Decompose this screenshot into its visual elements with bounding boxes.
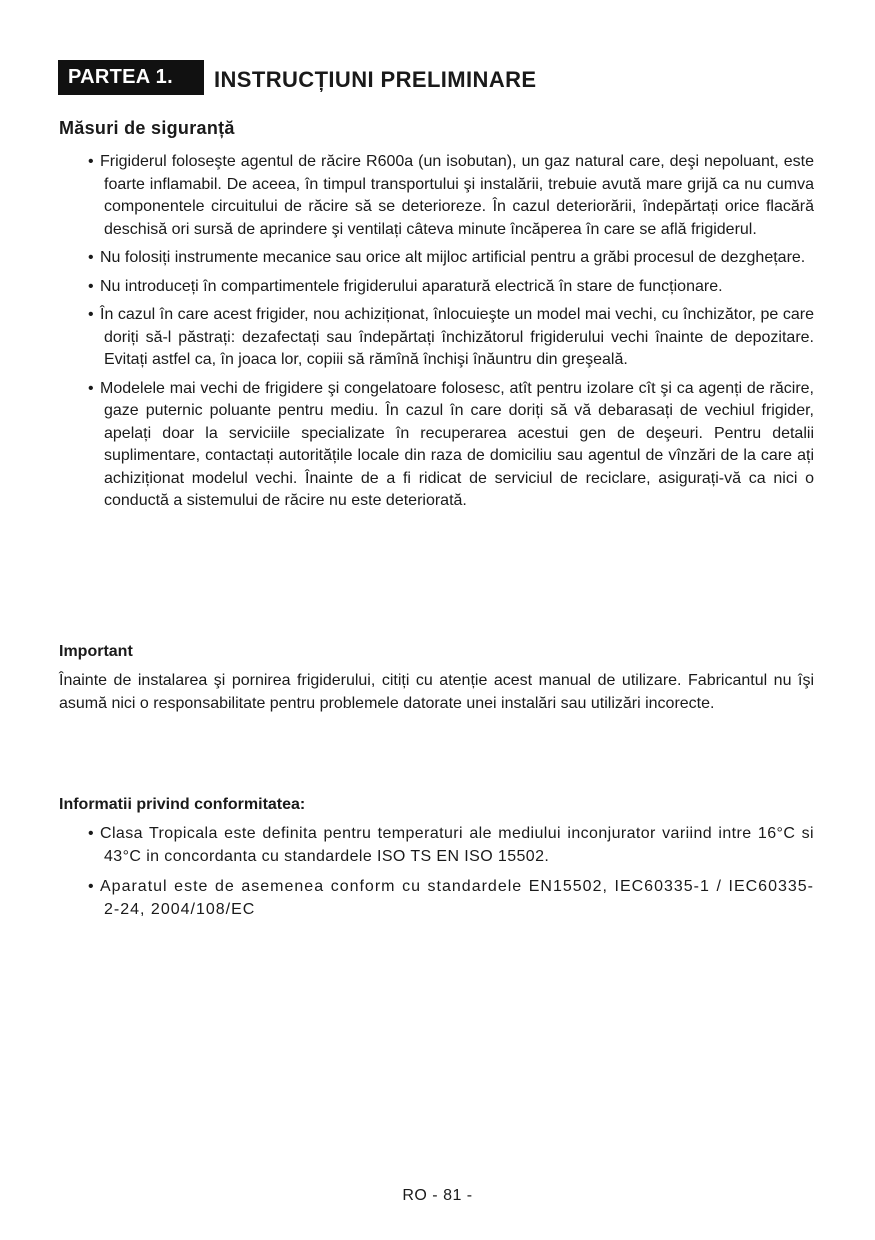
- safety-bullet: [88, 247, 814, 270]
- bullet-dot: •: [88, 153, 94, 170]
- safety-bullet-text: În cazul în care acest frigider, nou achiziționat, înlocuieşte un model mai vechi, cu închizător, pe care doriți să-l păstrați: dezafectați sau îndepărtați închizătorul frigiderului vechi înainte de depozitare. Evitați astfel ca, în joaca lor, copiii să rămînă închişi înăuntru din greşeală.: [100, 306, 814, 368]
- part-badge: PARTEA 1.: [58, 60, 204, 95]
- safety-bullet-text: Modelele mai vechi de frigidere şi congelatoare folosesc, atît pentru izolare cît şi ca agenți de răcire, gaze puternic poluante pentru mediu. În cazul în care doriți să vă debarasați de vechiul frigider, apelați doar la serviciile specializate în recuperarea acestui gen de deşeuri. Pentru detalii suplimentare, contactați autoritățile locale din raza de domiciliu sau agentul de vînzări de la care ați achiziționat modelul vechi. Înainte de a fi ridicat de serviciul de reciclare, asigurați-vă ca nici o conductă a sistemului de răcire nu este deteriorată.: [100, 379, 814, 509]
- safety-bullet: [88, 276, 814, 299]
- safety-bullet: [88, 151, 814, 241]
- safety-section-title: Măsuri de siguranță: [59, 118, 235, 138]
- part-title: INSTRUCȚIUNI PRELIMINARE: [214, 66, 537, 92]
- bullet-dot: •: [88, 878, 95, 895]
- bullet-dot: •: [88, 249, 94, 266]
- page-number: RO - 81 -: [402, 1187, 473, 1204]
- important-title: Important: [59, 643, 133, 660]
- bullet-dot: •: [88, 825, 95, 842]
- bullet-dot: •: [88, 306, 94, 323]
- conformity-bullet: [88, 823, 814, 868]
- safety-bullet-text: Nu introduceți în compartimentele frigiderului aparatură electrică în stare de funcționare.: [100, 277, 723, 295]
- part-header: [58, 60, 537, 95]
- conformity-bullet-text: Clasa Tropicala este definita pentru temperaturi ale mediului inconjurator variind intre 16°C si 43°C in concordanta cu standardele ISO TS EN ISO 15502.: [100, 825, 814, 865]
- important-body: Înainte de instalarea şi pornirea frigiderului, citiți cu atenție acest manual de utilizare. Fabricantul nu îşi asumă nici o responsabilitate pentru problemele datorate unei instalări sau utilizări incorecte.: [59, 672, 814, 712]
- safety-bullet-list: [88, 151, 814, 519]
- bullet-dot: •: [88, 379, 94, 397]
- conformity-title: Informatii privind conformitatea:: [59, 796, 306, 813]
- conformity-bullet-text: Aparatul este de asemenea conform cu standardele EN15502, IEC60335-1 / IEC60335-2-24, 2004/108/EC: [100, 878, 814, 918]
- bullet-dot: •: [88, 277, 94, 295]
- safety-bullet: [88, 304, 814, 372]
- safety-bullet-text: Frigiderul foloseşte agentul de răcire R600a (un isobutan), un gaz natural care, deşi nepoluant, este foarte inflamabil. De aceea, în timpul transportului şi instalării, trebuie avută mare grijă ca nu cumva componentele circuitului de răcire să se deterioreze. În cazul deteriorării, îndepărtați orice flacără deschisă ori sursă de aprindere şi ventilați câteva minute încăperea în care se află frigiderul.: [100, 153, 814, 238]
- conformity-bullet: [88, 876, 814, 921]
- safety-bullet: [88, 378, 814, 513]
- conformity-bullet-list: [88, 823, 814, 929]
- safety-bullet-text: Nu folosiți instrumente mecanice sau orice alt mijloc artificial pentru a grăbi procesul de dezghețare.: [100, 249, 806, 266]
